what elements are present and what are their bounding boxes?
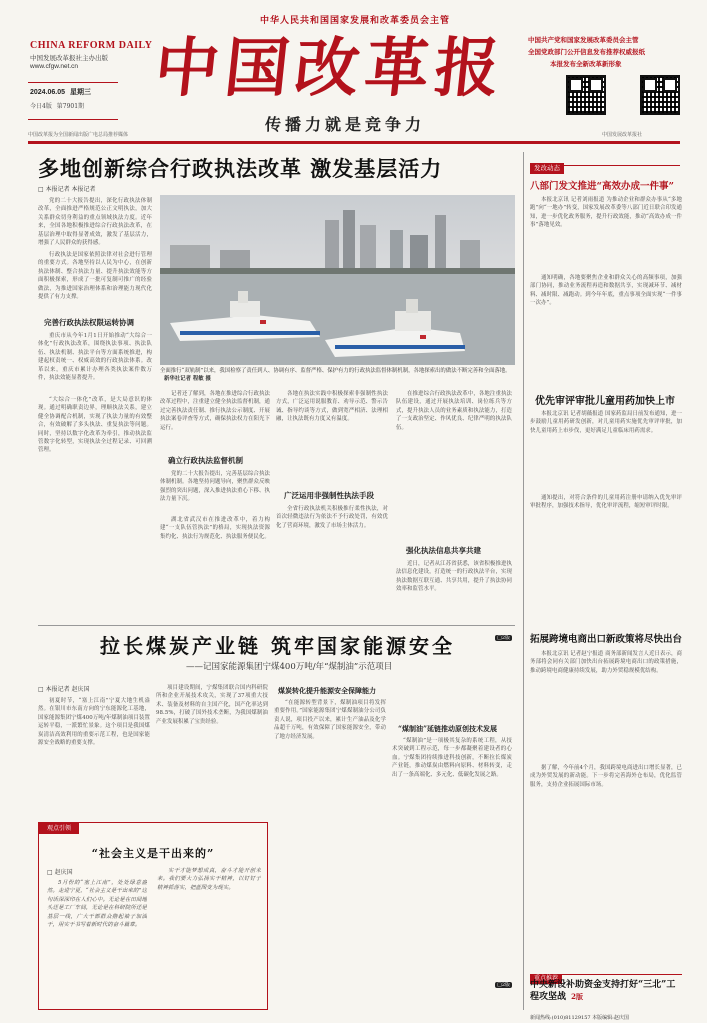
turn-page-marker[interactable]: □2版 (497, 635, 510, 641)
lead-subhead: 确立行政执法监督机制 (168, 456, 243, 465)
english-name: CHINA REFORM DAILY (30, 40, 153, 51)
second-subhead: 煤炭转化提升能源安全保障能力 (278, 686, 376, 695)
lead-column-1 (38, 197, 152, 464)
paragraph: 5月份的“塞上江南”，处处绿意盎然。走进宁夏，“社会主义是干出来的”这句话深深印在人们心中。无论是在田间地头还是工厂车间，无论是在科研院所还是基层一线，广大干部群众撸起袖子加油干，用实干书写着新时代的奋斗篇章。 (47, 880, 147, 929)
newspaper-title: 中国改革报 (151, 31, 509, 106)
issue-box (28, 82, 118, 120)
issue-number: 第7901期 (56, 103, 85, 110)
paragraph: 本报北京讯 记者赵宁报道 商务部新闻发言人近日表示，商务部将会同有关部门加快出台拓展跨境电商出口的政策措施，推动跨境电商健康持续发展，助力外贸稳规模优结构。 (530, 651, 682, 674)
lead-subhead: 广泛运用非强制性执法手段 (284, 491, 374, 500)
website[interactable]: www.cfgw.net.cn (30, 63, 79, 70)
paragraph: 各地在执法实践中积极探索非强制性执法方式，广泛运用说服教育、劝导示范、警示告诫、指导约谈等方式，做到宽严相济、法理相融，让执法既有力度又有温度。 (276, 391, 388, 423)
second-column-3 (274, 684, 386, 989)
qr-code-icon[interactable] (566, 75, 606, 115)
commentary-box (38, 822, 268, 1010)
second-subheadline: ——记国家能源集团宁煤400万吨/年“煤制油”示范项目 (186, 662, 393, 672)
paragraph: 据了解，今年前4个月，我国跨境电商进出口增长显著，已成为外贸发展的新动能。下一步将完善海外仓布局，优化监管服务，支持企业拓展国际市场。 (530, 765, 682, 788)
masthead (0, 0, 707, 160)
right-section-label: 发改动态 (530, 163, 564, 174)
paragraph: 在推进综合行政执法改革中，各地注重执法队伍建设，通过开展执法培训、岗位练兵等方式，提升执法人员的业务素质和执法能力，打造了一支政治坚定、作风优良、纪律严明的执法队伍。 (396, 391, 512, 431)
lead-headline[interactable]: 多地创新综合行政执法改革 激发基层活力 (38, 156, 443, 181)
section-divider (38, 625, 515, 626)
paragraph: 初夏时节，“塞上江南”宁夏大地生机盎然。在银川市东南方向的宁东能源化工基地，国家能源集团宁煤400万吨/年煤制油项目装置运转平稳，一派繁忙景象。这个项目是我国煤炭清洁高效利用的重要示范工程，也是国家能源安全战略的重要支撑。 (38, 698, 150, 747)
page-footer: 新闻热线:(010)81129157 本版编辑:赵庆国 (530, 1015, 629, 1021)
paragraph: 通知明确，各地要聚焦企业和群众关心的高频事项，加强部门协同，推动业务流程再造和数据共享，实现减环节、减材料、减时限、减跑动。到今年年底，重点事项全面实现“一件事一次办”。 (530, 275, 682, 307)
lead-photo[interactable] (160, 195, 515, 365)
issue-pages: 今日4版 (30, 103, 52, 110)
lead-subhead: 强化执法信息共享共建 (406, 546, 481, 555)
second-subhead: “煤制油”延链推动原创技术发展 (398, 724, 498, 733)
bottom-note-left: 中国改革报为全国新闻出版广电总局推荐媒体 (28, 132, 129, 138)
paragraph: 湖北省武汉市在推进改革中，着力构建“一支队伍管执法”的格局，实现执法资源集约化、执法行为规范化、执法服务便民化。 (160, 517, 270, 540)
second-column-4 (392, 684, 512, 990)
focus-label: 重点推荐 (530, 974, 562, 984)
right-headline[interactable]: 拓展跨境电商出口新政策将尽快出台 (530, 634, 683, 645)
lead-byline: □ 本报记者 本报记者 (38, 186, 96, 193)
paragraph: “煤制油”是一项极其复杂的系统工程，从技术突破到工程示范，每一步都凝聚着建设者的心血。宁煤集团持续推进科技创新，不断拉长煤炭产业链，推动煤炭由燃料向原料、材料转变，走出了一条高端化、多元化、低碳化发展之路。 (392, 738, 512, 778)
paragraph: 全省行政执法机关积极推行柔性执法，对首次轻微违法行为依法不予行政处罚，有效优化了营商环境，激发了市场主体活力。 (276, 506, 388, 529)
paragraph: “大综合一体化”改革，是大局意识的体现。通过明确职责边界，理顺执法关系，建立健全协调配合机制，实现了执法力量的有效整合，有效破解了多头执法、重复执法等问题。同时，坚持以数字化改革为牵引，推动执法监管数字化转型，实现执法全过程记录、可回溯管理。 (38, 397, 152, 454)
lead-subhead: 完善行政执法权限运转协调 (44, 318, 134, 327)
masthead-divider (28, 141, 680, 144)
issue-date: 2024.06.05 (30, 89, 66, 96)
paragraph: 本报北京讯 记者胡薇报道 国家药监局日前发布通知，进一步鼓励儿童用药研发创新，对儿童用药实施优先审评审批，加快儿童用药上市步伐，更好满足儿童临床用药需求。 (530, 411, 682, 434)
commentary-byline: □ 赵庆国 (47, 869, 73, 876)
bottom-note-right: 中国发展改革报社 (602, 132, 643, 138)
qr-code-icon[interactable] (640, 75, 680, 115)
supervisor-line: 中华人民共和国国家发展和改革委员会主管 (259, 16, 450, 26)
lead-column-4 (396, 390, 512, 643)
right-promo-line: 中国共产党和国家发展改革委员会主管 (528, 36, 639, 44)
photo-caption-text: 全面推行“双轨制”以来，我国检察了责任到人、协调有序、监督严格、保护有力的行政执法监督体制机制，各地探索出的做法不断完善和全面落地。 (160, 368, 511, 374)
paragraph: 记者还了解到，各地在推进综合行政执法改革过程中，注重建立健全执法监督机制，通过完善执法责任制、推行执法公示制度、开展执法案卷评查等方式，确保执法权力在阳光下运行。 (160, 391, 270, 431)
paragraph: 党的二十大报告提出，深化行政执法体制改革，全面推进严格规范公正文明执法，加大关系群众切身利益的重点领域执法力度。近年来，全国各地积极推进综合行政执法改革，在基层治理中取得显著成效，激发了基层活力，增强了人民群众的获得感。 (38, 198, 152, 247)
lead-column-3 (276, 390, 388, 615)
paragraph: 本报北京讯 记者刘雨报道 为推动企业和群众办事从“多地跑”向“一地办”转变，国家发展改革委等八部门近日联合印发通知，进一步优化政务服务，提升行政效能，推动“高效办成一件事”落地见效。 (530, 197, 682, 229)
paragraph: 项目建设期间，宁煤集团联合国内科研院所和企业开展技术攻关，实现了37项重大技术、装备及材料的自主国产化，国产化率达到98.5%，打破了国外技术垄断，为我国煤制油产业发展积累了宝贵经验。 (156, 685, 268, 725)
paragraph: 重庆市从今年1月1日开始推动“大综合一体化”行政执法改革，围绕执法事项、执法队伍、执法机制、执法平台等方面系统推进，构建起权责统一、权威高效的行政执法体系。改革以来，重庆市累计办理各类执法案件数万件，执法效能显著提升。 (38, 333, 152, 382)
photo-caption (160, 367, 515, 383)
right-promo-line: 全国党政部门公开信息发布推荐权威报纸 (528, 48, 645, 56)
paragraph: 实干才能梦想成真，奋斗才能开创未来。我们要大力弘扬实干精神，以钉钉子精神抓落实，把蓝图变为现实。 (157, 868, 261, 891)
focus-page[interactable]: 2版 (571, 992, 584, 1001)
commentary-title[interactable]: “社会主义是干出来的” (91, 847, 215, 860)
right-section-header (530, 155, 680, 172)
river-boats-image (160, 195, 515, 365)
slogan: 传播力就是竞争力 (265, 115, 426, 134)
paragraph: “在能源转型背景下，煤制油项目将发挥重要作用。”国家能源集团宁煤煤制油分公司负责人说，项目投产以来，累计生产油品及化学品超千万吨，有效保障了国家能源安全，带动了地方经济发展。 (274, 700, 386, 740)
turn-page-marker[interactable]: □2版 (497, 982, 510, 988)
column-divider (523, 152, 524, 1010)
paragraph: 党的二十大报告提出，完善基层综合执法体制机制。各地坚持问题导向，聚焦群众反映强烈的突出问题，深入推进执法重心下移、执法力量下沉。 (160, 471, 270, 503)
second-byline: □ 本报记者 赵庆国 (38, 686, 90, 693)
publisher: 中国发展改革报社主办出版 (30, 54, 108, 62)
second-column-1 (38, 697, 150, 817)
right-promo (528, 34, 698, 70)
right-headline[interactable]: 八部门发文推进“高效办成一件事” (530, 181, 674, 192)
paragraph: 行政执法是国家依照法律对社会进行管理的重要方式。各地坚持以人民为中心，在创新执法体制、整合执法力量、提升执法效能等方面积极探索，形成了一批可复制可推广的经验做法，为推进国家治理体系和治理能力现代化提供了有力支撑。 (38, 252, 152, 301)
issue-weekday: 星期三 (70, 89, 91, 96)
paragraph: 通知提出，对符合条件的儿童用药注册申请纳入优先审评审批程序，加强技术指导，优化审评流程，缩短审评时限。 (530, 495, 682, 510)
photo-credit: 新华社记者 程敏 摄 (164, 376, 211, 382)
lead-column-2 (160, 390, 270, 616)
focus-box[interactable] (530, 965, 682, 1015)
right-promo-line: 本报发布全新改革新形象 (550, 60, 622, 68)
commentary-label: 观点引领 (39, 823, 79, 834)
focus-title[interactable]: 中央新设补助资金支持打好“三北”工程攻坚战 (530, 980, 676, 1002)
second-headline[interactable]: 拉长煤炭产业链 筑牢国家能源安全 (100, 634, 455, 658)
right-headline[interactable]: 优先审评审批儿童用药加快上市 (535, 396, 675, 407)
paragraph: 近日，记者从江苏省获悉，该省积极推进执法信息化建设，打造统一的行政执法平台，实现执法数据互联互通、共享共用，提升了执法协同效率和监管水平。 (396, 561, 512, 593)
